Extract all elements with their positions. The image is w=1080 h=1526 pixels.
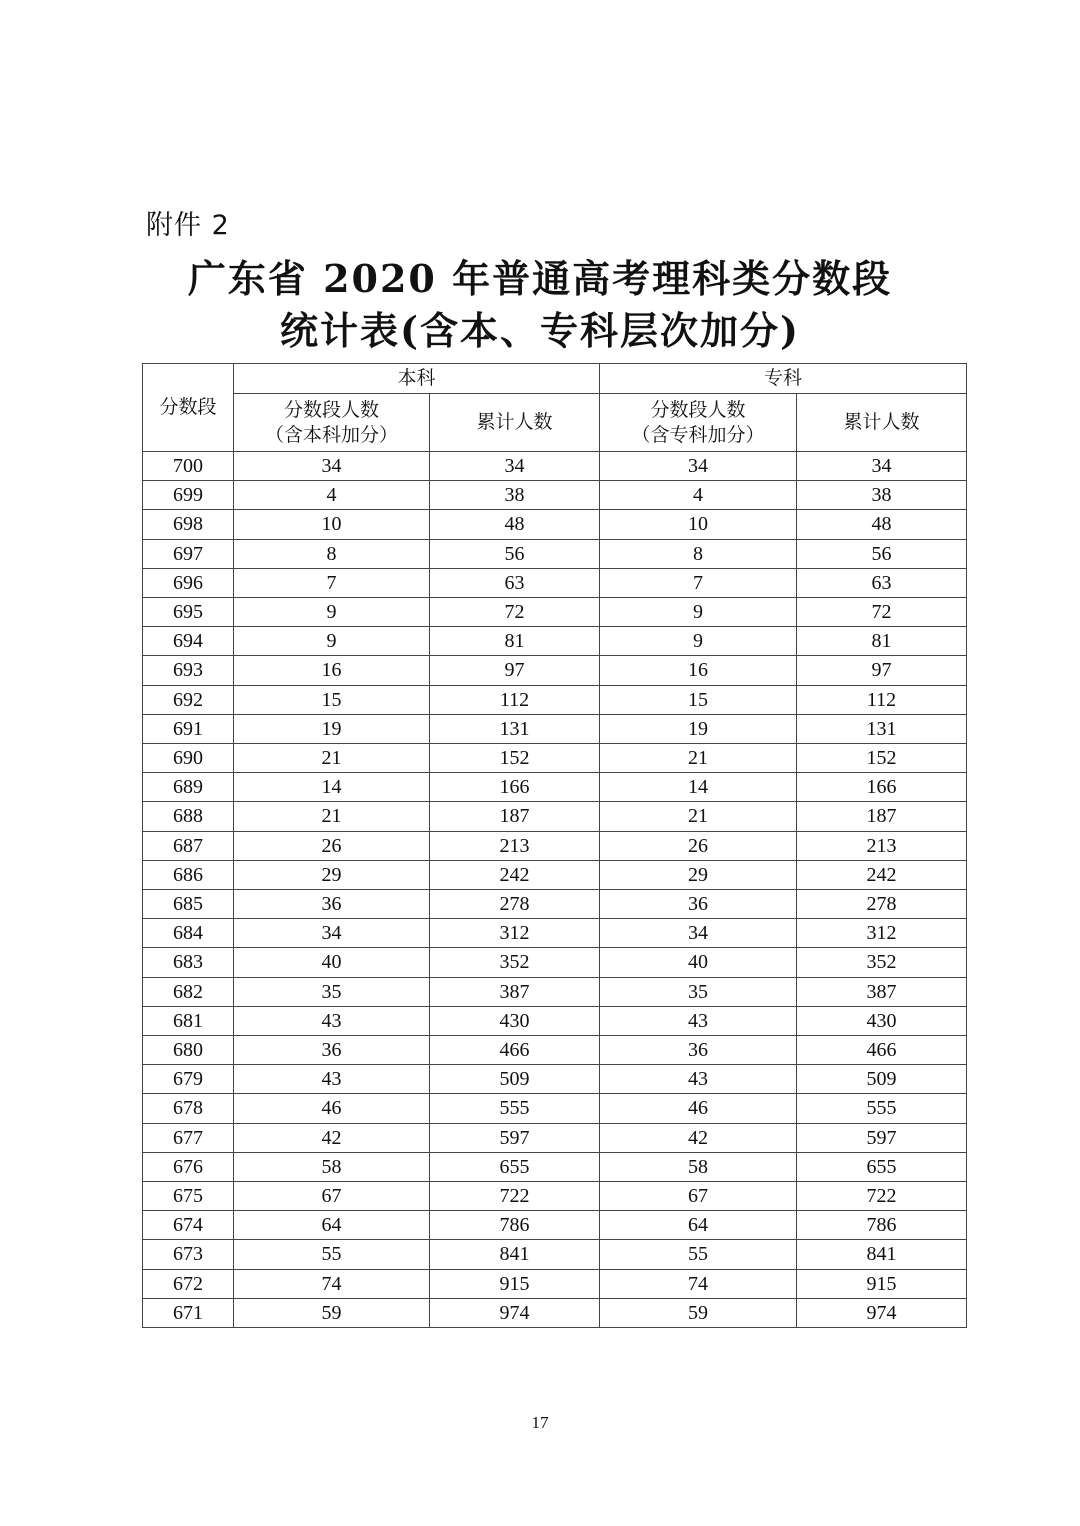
cell-undergrad-count: 15	[234, 685, 430, 714]
cell-junior-count: 9	[600, 598, 797, 627]
cell-undergrad-count: 64	[234, 1211, 430, 1240]
table-row	[143, 831, 967, 860]
cell-undergrad-count: 21	[234, 802, 430, 831]
cell-undergrad-count: 35	[234, 977, 430, 1006]
document-title-line-1: 广东省 2020 年普通高考理科类分数段	[187, 256, 893, 301]
cell-score: 699	[143, 481, 234, 510]
cell-junior-cumulative: 786	[797, 1211, 967, 1240]
cell-undergrad-count: 10	[234, 510, 430, 539]
header-junior-count	[600, 394, 797, 452]
cell-score: 693	[143, 656, 234, 685]
cell-junior-count: 9	[600, 627, 797, 656]
cell-junior-count: 34	[600, 919, 797, 948]
cell-undergrad-count: 8	[234, 539, 430, 568]
attachment-label: 附件 2	[146, 210, 230, 241]
cell-undergrad-count: 9	[234, 598, 430, 627]
cell-undergrad-count: 14	[234, 773, 430, 802]
cell-undergrad-count: 58	[234, 1152, 430, 1181]
cell-undergrad-count: 34	[234, 452, 430, 481]
cell-undergrad-cumulative: 278	[430, 890, 600, 919]
cell-junior-count: 36	[600, 890, 797, 919]
cell-junior-cumulative: 915	[797, 1269, 967, 1298]
cell-undergrad-cumulative: 555	[430, 1094, 600, 1123]
cell-junior-count: 40	[600, 948, 797, 977]
cell-undergrad-count: 36	[234, 1036, 430, 1065]
cell-undergrad-cumulative: 655	[430, 1152, 600, 1181]
cell-undergrad-count: 40	[234, 948, 430, 977]
cell-undergrad-cumulative: 72	[430, 598, 600, 627]
cell-undergrad-cumulative: 131	[430, 714, 600, 743]
table-row	[143, 481, 967, 510]
cell-score: 700	[143, 452, 234, 481]
cell-junior-cumulative: 112	[797, 685, 967, 714]
cell-undergrad-count: 34	[234, 919, 430, 948]
cell-undergrad-cumulative: 722	[430, 1182, 600, 1211]
cell-junior-count: 67	[600, 1182, 797, 1211]
cell-undergrad-cumulative: 312	[430, 919, 600, 948]
cell-undergrad-count: 7	[234, 568, 430, 597]
cell-junior-cumulative: 312	[797, 919, 967, 948]
table-row	[143, 890, 967, 919]
table-row	[143, 1269, 967, 1298]
cell-junior-count: 21	[600, 802, 797, 831]
header-junior-count-line2: （含专科加分）	[631, 423, 765, 446]
table-row	[143, 919, 967, 948]
cell-junior-count: 64	[600, 1211, 797, 1240]
cell-undergrad-count: 74	[234, 1269, 430, 1298]
cell-undergrad-cumulative: 48	[430, 510, 600, 539]
cell-undergrad-cumulative: 56	[430, 539, 600, 568]
cell-junior-count: 19	[600, 714, 797, 743]
cell-undergrad-cumulative: 187	[430, 802, 600, 831]
table-row	[143, 1298, 967, 1327]
cell-junior-cumulative: 131	[797, 714, 967, 743]
cell-junior-cumulative: 509	[797, 1065, 967, 1094]
table-row	[143, 714, 967, 743]
cell-score: 697	[143, 539, 234, 568]
cell-score: 696	[143, 568, 234, 597]
cell-undergrad-cumulative: 97	[430, 656, 600, 685]
cell-junior-count: 35	[600, 977, 797, 1006]
cell-junior-cumulative: 430	[797, 1006, 967, 1035]
table-row	[143, 539, 967, 568]
table-row	[143, 1094, 967, 1123]
cell-undergrad-count: 46	[234, 1094, 430, 1123]
header-group-junior: 专科	[600, 364, 967, 394]
cell-junior-count: 7	[600, 568, 797, 597]
cell-undergrad-cumulative: 166	[430, 773, 600, 802]
cell-junior-cumulative: 56	[797, 539, 967, 568]
cell-score: 675	[143, 1182, 234, 1211]
cell-score: 683	[143, 948, 234, 977]
score-distribution-table	[142, 363, 967, 1328]
cell-junior-count: 10	[600, 510, 797, 539]
cell-junior-count: 46	[600, 1094, 797, 1123]
cell-undergrad-cumulative: 352	[430, 948, 600, 977]
table-row	[143, 977, 967, 1006]
header-undergrad-cumulative: 累计人数	[430, 394, 600, 452]
cell-junior-count: 16	[600, 656, 797, 685]
cell-undergrad-cumulative: 38	[430, 481, 600, 510]
cell-junior-cumulative: 213	[797, 831, 967, 860]
cell-score: 682	[143, 977, 234, 1006]
cell-undergrad-cumulative: 597	[430, 1123, 600, 1152]
cell-undergrad-cumulative: 34	[430, 452, 600, 481]
cell-undergrad-count: 42	[234, 1123, 430, 1152]
cell-score: 689	[143, 773, 234, 802]
table-row	[143, 685, 967, 714]
cell-score: 673	[143, 1240, 234, 1269]
header-score-range: 分数段	[143, 364, 234, 452]
cell-junior-count: 34	[600, 452, 797, 481]
cell-score: 671	[143, 1298, 234, 1327]
header-undergrad-count-line1: 分数段人数	[283, 398, 379, 421]
cell-junior-cumulative: 352	[797, 948, 967, 977]
header-undergrad-count-line2: （含本科加分）	[264, 423, 398, 446]
cell-junior-cumulative: 187	[797, 802, 967, 831]
cell-undergrad-cumulative: 841	[430, 1240, 600, 1269]
cell-score: 676	[143, 1152, 234, 1181]
cell-junior-count: 4	[600, 481, 797, 510]
cell-undergrad-cumulative: 974	[430, 1298, 600, 1327]
cell-undergrad-count: 55	[234, 1240, 430, 1269]
cell-undergrad-count: 29	[234, 860, 430, 889]
cell-junior-cumulative: 166	[797, 773, 967, 802]
cell-undergrad-count: 43	[234, 1065, 430, 1094]
cell-score: 677	[143, 1123, 234, 1152]
cell-undergrad-count: 19	[234, 714, 430, 743]
header-junior-cumulative: 累计人数	[797, 394, 967, 452]
cell-junior-cumulative: 63	[797, 568, 967, 597]
table-row	[143, 773, 967, 802]
cell-undergrad-count: 26	[234, 831, 430, 860]
table-row	[143, 568, 967, 597]
cell-junior-count: 29	[600, 860, 797, 889]
cell-score: 685	[143, 890, 234, 919]
cell-junior-cumulative: 555	[797, 1094, 967, 1123]
cell-junior-count: 58	[600, 1152, 797, 1181]
cell-junior-cumulative: 38	[797, 481, 967, 510]
cell-score: 691	[143, 714, 234, 743]
cell-score: 678	[143, 1094, 234, 1123]
cell-junior-count: 42	[600, 1123, 797, 1152]
table-row	[143, 860, 967, 889]
cell-undergrad-count: 16	[234, 656, 430, 685]
cell-junior-cumulative: 278	[797, 890, 967, 919]
cell-undergrad-count: 36	[234, 890, 430, 919]
cell-undergrad-cumulative: 786	[430, 1211, 600, 1240]
cell-junior-cumulative: 597	[797, 1123, 967, 1152]
cell-undergrad-cumulative: 466	[430, 1036, 600, 1065]
cell-undergrad-cumulative: 112	[430, 685, 600, 714]
header-group-undergrad: 本科	[234, 364, 600, 394]
cell-score: 686	[143, 860, 234, 889]
cell-score: 692	[143, 685, 234, 714]
table-row	[143, 1006, 967, 1035]
table-row	[143, 510, 967, 539]
header-junior-count-line1: 分数段人数	[650, 398, 746, 421]
page-number: 17	[531, 1413, 549, 1432]
cell-score: 672	[143, 1269, 234, 1298]
table-row	[143, 1152, 967, 1181]
cell-undergrad-count: 4	[234, 481, 430, 510]
cell-junior-count: 36	[600, 1036, 797, 1065]
table-row	[143, 744, 967, 773]
cell-score: 680	[143, 1036, 234, 1065]
cell-undergrad-cumulative: 81	[430, 627, 600, 656]
cell-undergrad-cumulative: 63	[430, 568, 600, 597]
table-row	[143, 656, 967, 685]
cell-undergrad-cumulative: 915	[430, 1269, 600, 1298]
cell-undergrad-cumulative: 152	[430, 744, 600, 773]
cell-junior-cumulative: 974	[797, 1298, 967, 1327]
cell-undergrad-count: 67	[234, 1182, 430, 1211]
cell-junior-count: 26	[600, 831, 797, 860]
cell-undergrad-cumulative: 213	[430, 831, 600, 860]
cell-junior-cumulative: 655	[797, 1152, 967, 1181]
cell-junior-count: 55	[600, 1240, 797, 1269]
table-row	[143, 1240, 967, 1269]
cell-score: 679	[143, 1065, 234, 1094]
table-row	[143, 1123, 967, 1152]
document-title-line-2: 统计表(含本、专科层次加分)	[280, 308, 800, 353]
cell-junior-cumulative: 34	[797, 452, 967, 481]
cell-junior-cumulative: 387	[797, 977, 967, 1006]
cell-junior-cumulative: 841	[797, 1240, 967, 1269]
table-row	[143, 1211, 967, 1240]
cell-junior-count: 15	[600, 685, 797, 714]
table-row	[143, 598, 967, 627]
table-body	[143, 452, 967, 1328]
cell-score: 694	[143, 627, 234, 656]
table-row	[143, 627, 967, 656]
cell-junior-count: 21	[600, 744, 797, 773]
table-row	[143, 948, 967, 977]
cell-score: 681	[143, 1006, 234, 1035]
cell-score: 687	[143, 831, 234, 860]
cell-junior-count: 14	[600, 773, 797, 802]
cell-junior-cumulative: 48	[797, 510, 967, 539]
table-row	[143, 1036, 967, 1065]
cell-undergrad-count: 21	[234, 744, 430, 773]
cell-junior-cumulative: 242	[797, 860, 967, 889]
cell-junior-cumulative: 72	[797, 598, 967, 627]
cell-junior-cumulative: 152	[797, 744, 967, 773]
cell-junior-count: 74	[600, 1269, 797, 1298]
cell-junior-cumulative: 722	[797, 1182, 967, 1211]
table-row	[143, 452, 967, 481]
cell-undergrad-cumulative: 242	[430, 860, 600, 889]
cell-score: 688	[143, 802, 234, 831]
cell-undergrad-count: 59	[234, 1298, 430, 1327]
cell-undergrad-count: 9	[234, 627, 430, 656]
cell-score: 695	[143, 598, 234, 627]
cell-junior-count: 8	[600, 539, 797, 568]
cell-junior-cumulative: 97	[797, 656, 967, 685]
cell-score: 674	[143, 1211, 234, 1240]
cell-undergrad-count: 43	[234, 1006, 430, 1035]
cell-junior-cumulative: 466	[797, 1036, 967, 1065]
cell-junior-count: 59	[600, 1298, 797, 1327]
table-row	[143, 1182, 967, 1211]
cell-undergrad-cumulative: 387	[430, 977, 600, 1006]
cell-junior-count: 43	[600, 1065, 797, 1094]
table-row	[143, 802, 967, 831]
cell-undergrad-cumulative: 430	[430, 1006, 600, 1035]
header-undergrad-count	[234, 394, 430, 452]
cell-junior-cumulative: 81	[797, 627, 967, 656]
cell-undergrad-cumulative: 509	[430, 1065, 600, 1094]
cell-score: 684	[143, 919, 234, 948]
cell-score: 690	[143, 744, 234, 773]
cell-junior-count: 43	[600, 1006, 797, 1035]
cell-score: 698	[143, 510, 234, 539]
table-row	[143, 1065, 967, 1094]
